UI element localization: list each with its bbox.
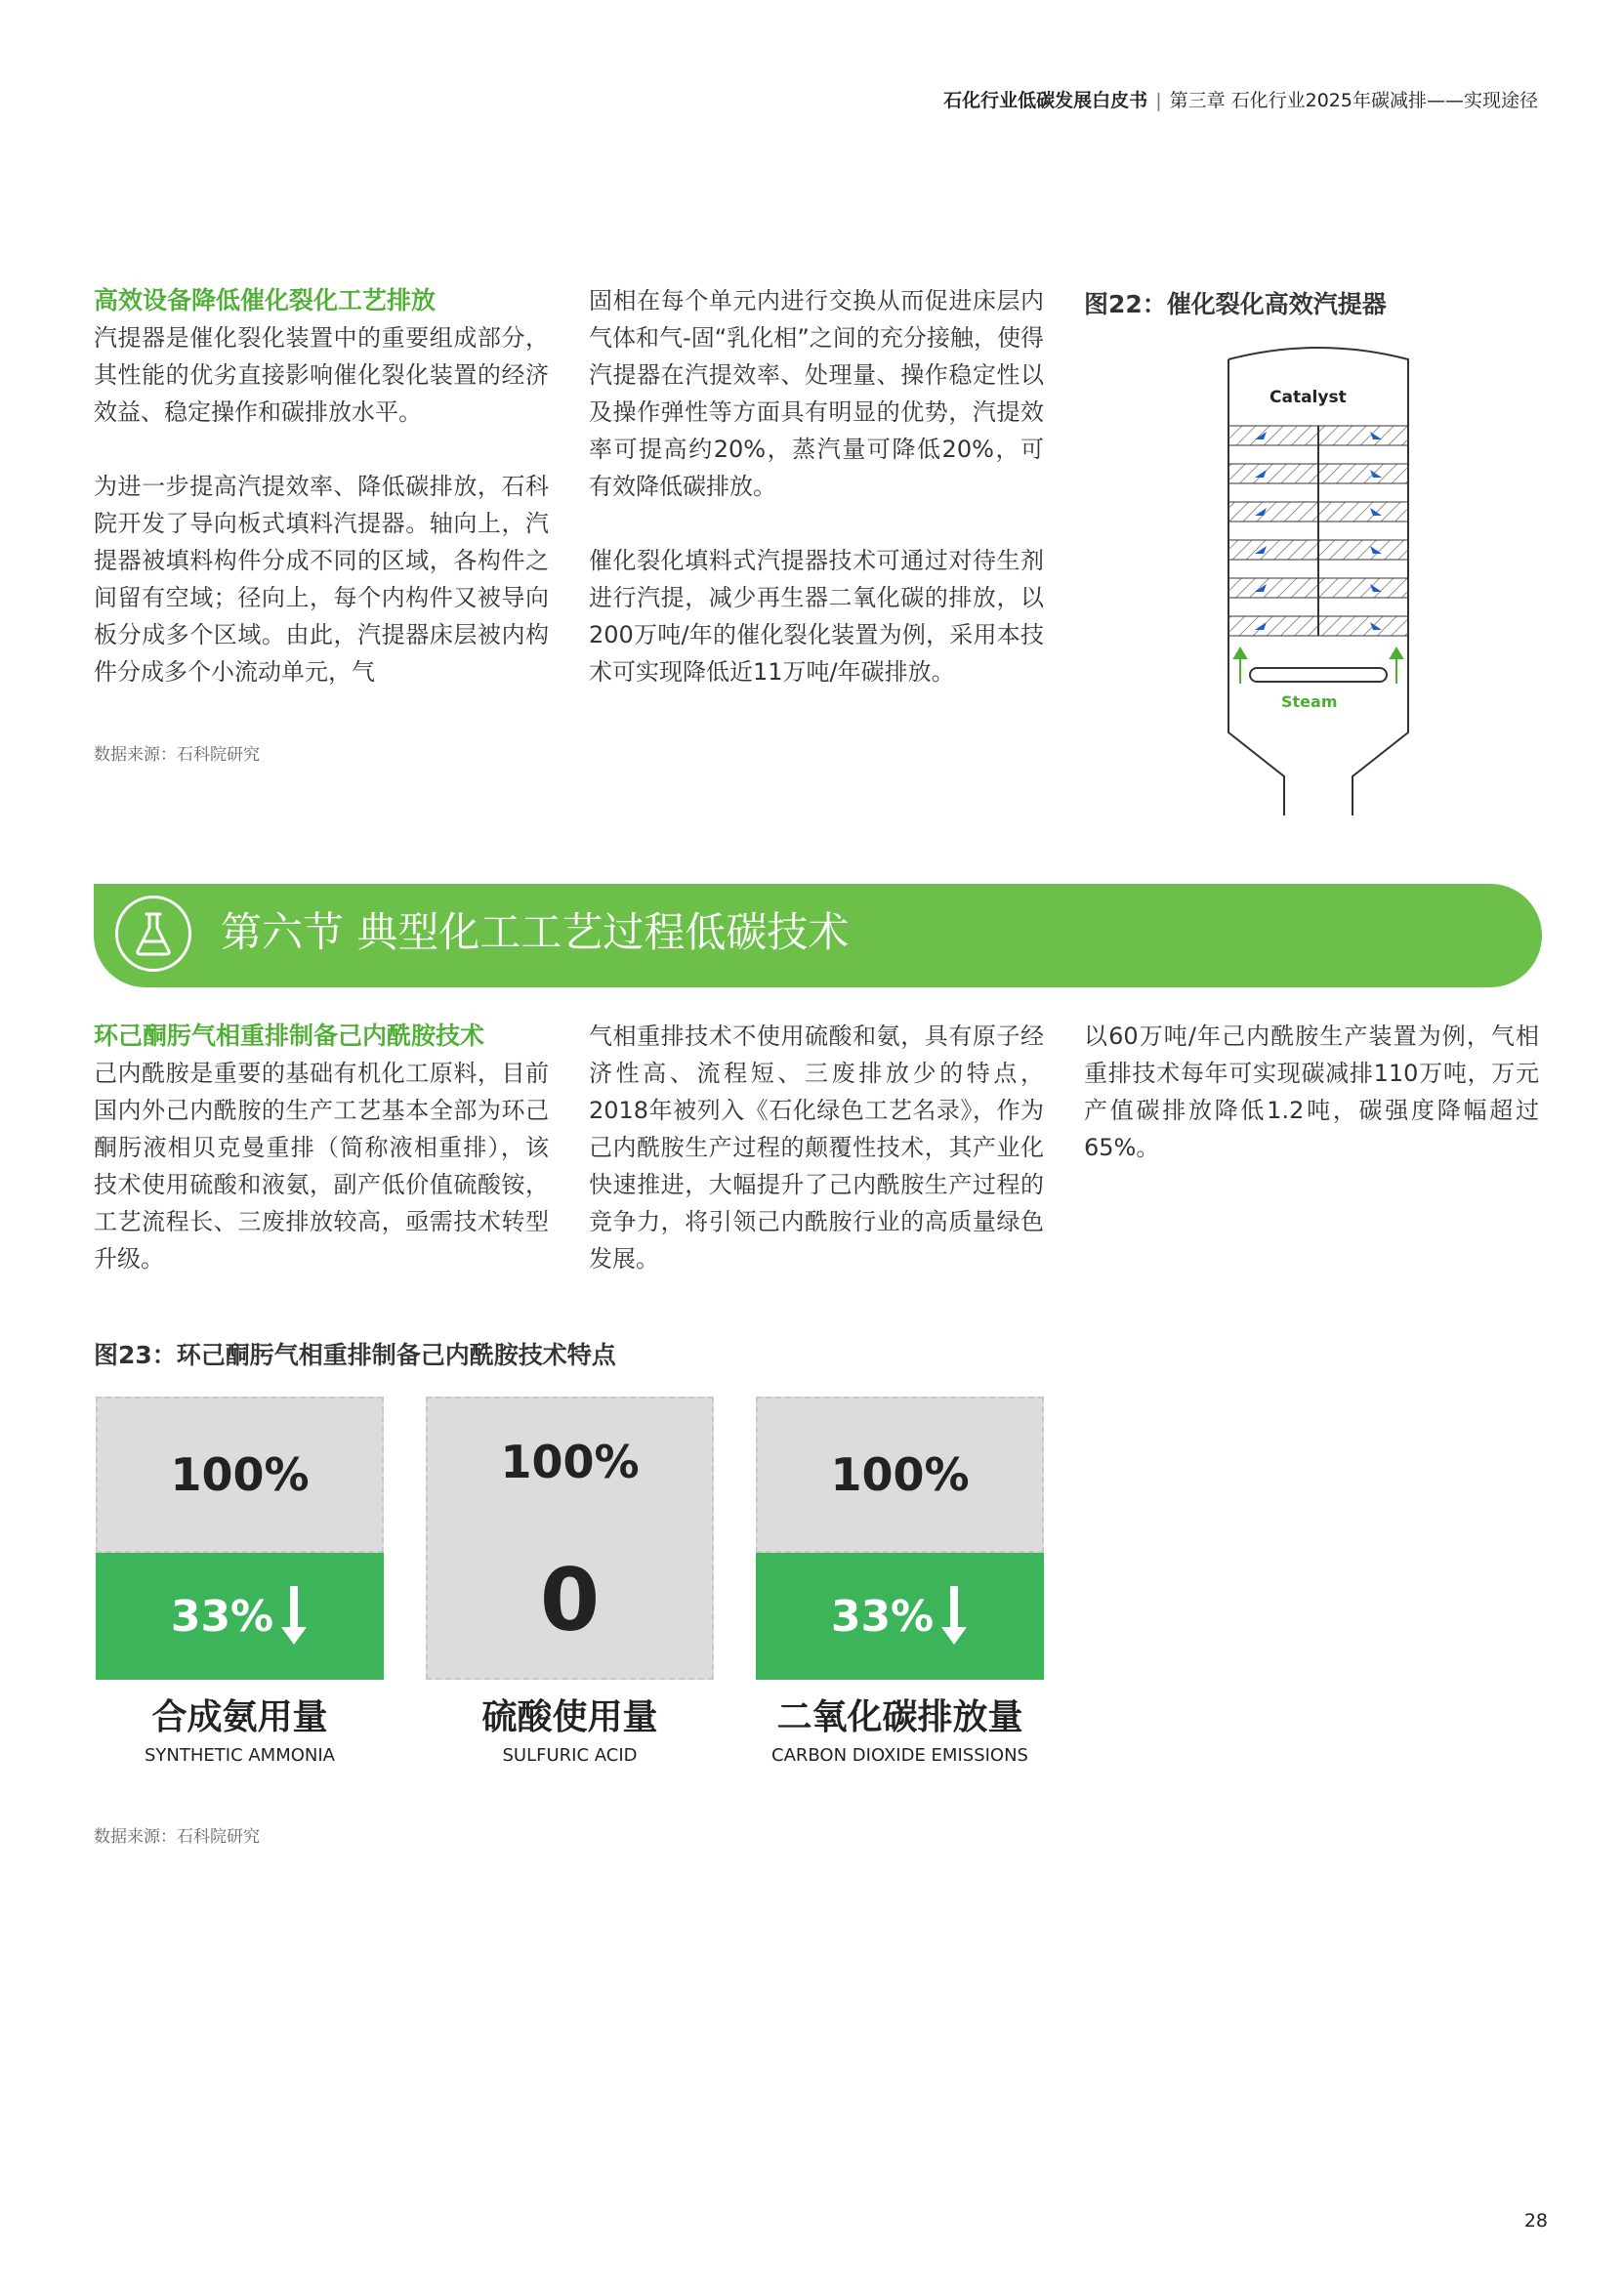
card-top-value: 100% xyxy=(756,1397,1044,1553)
section2-paragraph-1: 己内酰胺是重要的基础有机化工原料，目前国内外己内酰胺的生产工艺基本全部为环己酮肟液相贝克曼重排（简称液相重排），该技术使用硫酸和液氨，副产低价值硫酸铵，工艺流程长、三废排放较高，亟需技术转型升级。 xyxy=(94,1060,549,1273)
figure23-source: 数据来源：石科院研究 xyxy=(94,1827,260,1847)
card-reduced-value: 33% xyxy=(830,1591,935,1642)
card-top-value: 100% xyxy=(500,1436,640,1488)
card-bottom-value xyxy=(756,1553,1044,1680)
card-label-cn: 二氧化碳排放量 xyxy=(776,1697,1023,1737)
figure23-title: 图23：环己酮肟气相重排制备己内酰胺技术特点 xyxy=(94,1341,616,1369)
card-top-value: 100% xyxy=(96,1397,384,1553)
section1-column-2 xyxy=(589,282,1044,690)
card-reduced-value: 33% xyxy=(170,1591,274,1642)
section1-paragraph-1: 汽提器是催化裂化装置中的重要组成部分，其性能的优劣直接影响催化裂化装置的经济效益、稳定操作和碳排放水平。 xyxy=(94,324,549,426)
arrow-down-icon xyxy=(279,1586,309,1647)
card-carbon-dioxide xyxy=(756,1397,1044,1766)
arrow-down-icon xyxy=(939,1586,969,1647)
section2-column-1 xyxy=(94,1018,549,1277)
section1-paragraph-3: 固相在每个单元内进行交换从而促进床层内气体和气-固“乳化相”之间的充分接触，使得汽提器在汽提效率、处理量、操作稳定性以及操作弹性等方面具有明显的优势，汽提效率可提高约20%，蒸汽量可降低20%，可有效降低碳排放。 xyxy=(589,287,1044,500)
section1-source: 数据来源：石科院研究 xyxy=(94,745,260,765)
section2-heading: 环己酮肟气相重排制备己内酰胺技术 xyxy=(94,1022,485,1050)
card-zero-value: 0 xyxy=(539,1550,601,1650)
section2-column-2 xyxy=(589,1018,1044,1277)
section1-heading: 高效设备降低催化裂化工艺排放 xyxy=(94,286,437,314)
section1-column-1 xyxy=(94,282,549,690)
card-grey-panel xyxy=(426,1397,714,1680)
section-banner-title: 第六节 典型化工工艺过程低碳技术 xyxy=(221,908,850,956)
card-label-en: SYNTHETIC AMMONIA xyxy=(144,1745,335,1766)
section-banner xyxy=(94,884,1542,987)
steam-label: Steam xyxy=(1281,692,1338,711)
running-header xyxy=(943,86,1538,112)
card-label-cn: 合成氨用量 xyxy=(151,1697,328,1737)
card-sulfuric-acid xyxy=(426,1397,714,1766)
stripper-diagram xyxy=(1201,342,1436,820)
card-label-en: SULFURIC ACID xyxy=(502,1745,638,1766)
flask-icon xyxy=(115,896,191,972)
figure22-title: 图22：催化裂化高效汽提器 xyxy=(1084,290,1387,318)
header-chapter: 第三章 石化行业2025年碳减排——实现途径 xyxy=(1169,90,1538,111)
section2-paragraph-3: 以60万吨/年己内酰胺生产装置为例，气相重排技术每年可实现碳减排110万吨，万元产值碳排放降低1.2吨，碳强度降幅超过65%。 xyxy=(1084,1023,1539,1161)
page-number: 28 xyxy=(1523,2210,1548,2232)
card-label-cn: 硫酸使用量 xyxy=(481,1697,658,1737)
section2-column-3 xyxy=(1084,1018,1539,1166)
section1-paragraph-4: 催化裂化填料式汽提器技术可通过对待生剂进行汽提，减少再生器二氧化碳的排放，以200万吨/年的催化裂化装置为例，采用本技术可实现降低近11万吨/年碳排放。 xyxy=(589,547,1044,686)
section1-paragraph-2: 为进一步提高汽提效率、降低碳排放，石科院开发了导向板式填料汽提器。轴向上，汽提器被填料构件分成不同的区域，各构件之间留有空域；径向上，每个内构件又被导向板分成多个区域。由此，汽提器床层被内构件分成多个小流动单元，气 xyxy=(94,473,549,686)
card-synthetic-ammonia xyxy=(96,1397,384,1766)
header-separator: | xyxy=(1155,90,1162,111)
card-label-en: CARBON DIOXIDE EMISSIONS xyxy=(771,1745,1028,1766)
card-bottom-value xyxy=(96,1553,384,1680)
header-book-title: 石化行业低碳发展白皮书 xyxy=(943,90,1148,111)
section2-paragraph-2: 气相重排技术不使用硫酸和氨，具有原子经济性高、流程短、三废排放少的特点，2018年被列入《石化绿色工艺名录》，作为己内酰胺生产过程的颠覆性技术，其产业化快速推进，大幅提升了己内酰胺生产过程的竞争力，将引领己内酰胺行业的高质量绿色发展。 xyxy=(589,1023,1044,1273)
catalyst-label: Catalyst xyxy=(1269,388,1347,407)
